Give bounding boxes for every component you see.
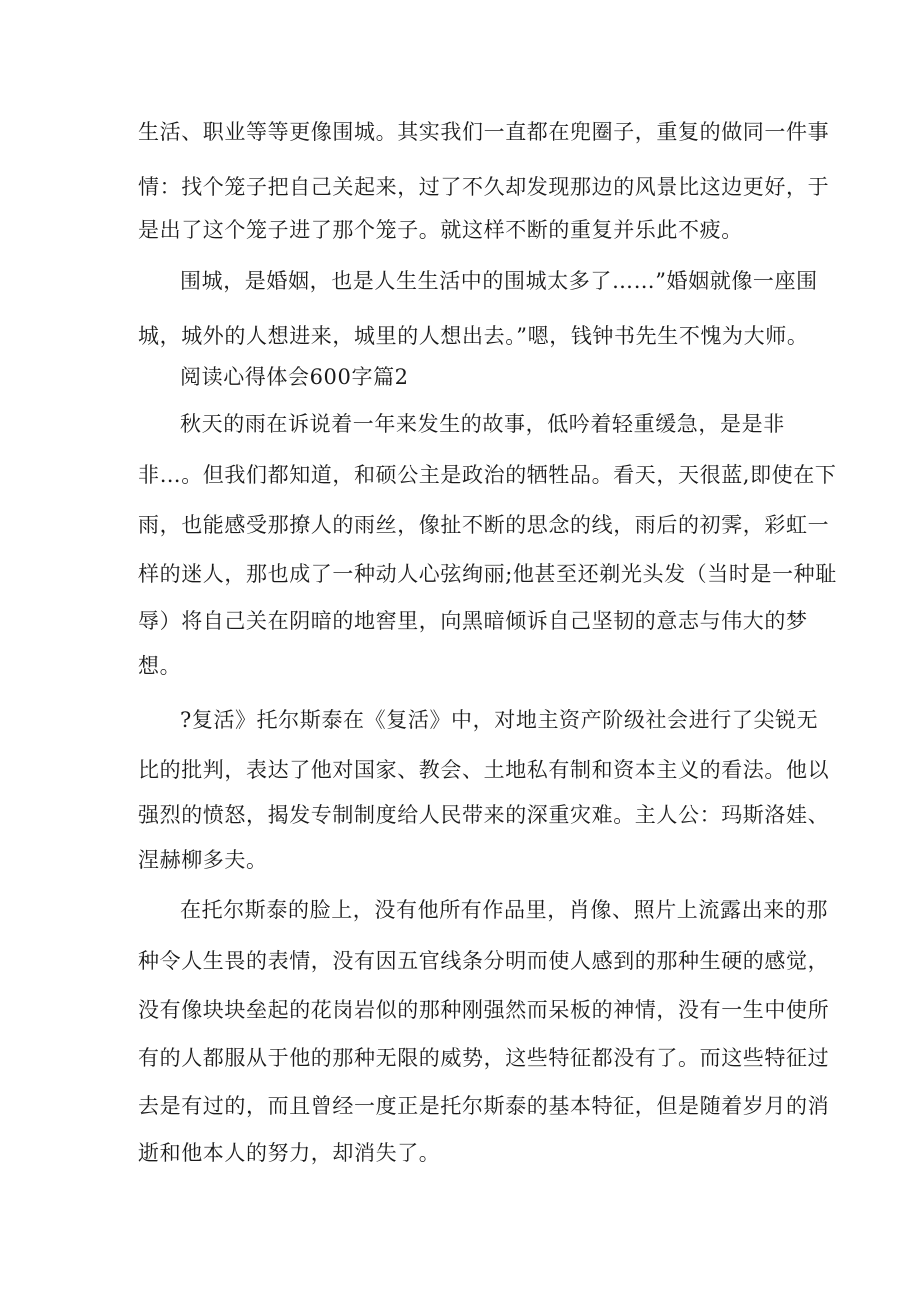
paragraph-line: 样的迷人，那也成了一种动人心弦绚丽;他甚至还剃光头发（当时是一种耻 [138, 562, 837, 586]
paragraph-line: 是出了这个笼子进了那个笼子。就这样不断的重复并乐此不疲。 [138, 218, 743, 242]
paragraph-line: 逝和他本人的努力，却消失了。 [138, 1141, 441, 1165]
paragraph-line: 辱）将自己关在阴暗的地窖里，向黑暗倾诉自己坚韧的意志与伟大的梦 [138, 609, 808, 633]
paragraph-line: 情：找个笼子把自己关起来，过了不久却发现那边的风景比这边更好，于 [138, 175, 830, 199]
section-heading: 阅读心得体会600字篇2 [180, 365, 409, 389]
paragraph-line: 想。 [138, 654, 182, 678]
paragraph-line: 强烈的愤怒，揭发专制制度给人民带来的深重灾难。主人公：玛斯洛娃、 [138, 803, 830, 827]
paragraph-line: 生活、职业等等更像围城。其实我们一直都在兜圈子，重复的做同一件事 [138, 120, 830, 144]
paragraph-line: 雨，也能感受那撩人的雨丝，像扯不断的思念的线，雨后的初霁，彩虹一 [138, 513, 830, 537]
paragraph-line: 围城，是婚姻，也是人生生活中的围城太多了……”婚姻就像一座围 [180, 269, 818, 293]
paragraph-line: 非…。但我们都知道，和硕公主是政治的牺牲品。看天，天很蓝,即使在下 [138, 463, 837, 487]
paragraph-line: 有的人都服从于他的那种无限的威势，这些特征都没有了。而这些特征过 [138, 1046, 830, 1070]
paragraph-line: 涅赫柳多夫。 [138, 848, 268, 872]
paragraph-line: 种令人生畏的表情，没有因五官线条分明而使人感到的那种生硬的感觉， [138, 949, 830, 973]
paragraph-line: 城，城外的人想进来，城里的人想出去。”嗯，钱钟书先生不愧为大师。 [138, 324, 809, 348]
paragraph-line: 秋天的雨在诉说着一年来发生的故事，低吟着轻重缓急，是是非 [180, 412, 785, 436]
paragraph-line: 在托尔斯泰的脸上，没有他所有作品里，肖像、照片上流露出来的那 [180, 898, 828, 922]
paragraph-line: ?复活》托尔斯泰在《复活》中，对地主资产阶级社会进行了尖锐无 [180, 708, 819, 732]
paragraph-line: 去是有过的，而且曾经一度正是托尔斯泰的基本特征，但是随着岁月的消 [138, 1094, 830, 1118]
paragraph-line: 比的批判，表达了他对国家、教会、土地私有制和资本主义的看法。他以 [138, 758, 830, 782]
paragraph-line: 没有像块块垒起的花岗岩似的那种刚强然而呆板的神情，没有一生中使所 [138, 998, 830, 1022]
